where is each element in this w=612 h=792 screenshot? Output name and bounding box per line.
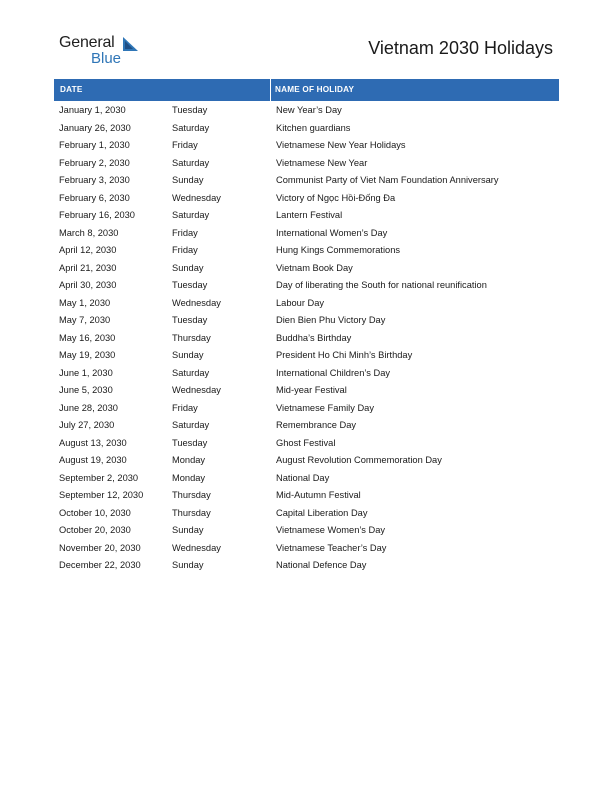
table-row <box>54 120 559 138</box>
holiday-date: May 1, 2030 <box>59 297 111 308</box>
logo-text-general: General <box>59 34 115 51</box>
holiday-weekday: Monday <box>172 472 206 483</box>
holiday-date: February 2, 2030 <box>59 157 130 168</box>
table-row <box>54 277 559 295</box>
holiday-date: February 3, 2030 <box>59 175 130 185</box>
holiday-name: Labour Day <box>276 297 325 308</box>
table-row <box>54 137 559 155</box>
table-row <box>54 172 559 190</box>
table-row <box>54 470 559 488</box>
table-row <box>54 207 559 225</box>
table-row <box>54 190 559 208</box>
table-row <box>54 312 559 330</box>
holiday-date: May 16, 2030 <box>59 332 116 343</box>
table-row <box>54 295 559 313</box>
holiday-weekday: Saturday <box>172 420 210 430</box>
holiday-date: February 6, 2030 <box>59 192 130 203</box>
holiday-weekday: Wednesday <box>172 192 221 203</box>
holiday-name: Vietnamese Women’s Day <box>276 525 386 535</box>
holiday-date: February 16, 2030 <box>59 210 135 220</box>
holiday-weekday: Friday <box>172 402 198 413</box>
holiday-date: April 12, 2030 <box>59 245 117 255</box>
table-body <box>54 102 559 575</box>
holiday-weekday: Tuesday <box>172 437 208 448</box>
holiday-weekday: Friday <box>172 140 198 150</box>
table-row <box>54 417 559 435</box>
holiday-date: September 12, 2030 <box>59 490 144 500</box>
holiday-weekday: Thursday <box>172 507 211 518</box>
holiday-weekday: Sunday <box>172 350 204 360</box>
table-row <box>54 522 559 540</box>
holiday-weekday: Tuesday <box>172 105 208 115</box>
holiday-name: International Children’s Day <box>276 367 391 378</box>
header-date: DATE <box>60 85 83 94</box>
holiday-name: National Day <box>276 472 330 483</box>
holiday-weekday: Thursday <box>172 332 211 343</box>
holiday-name: Capital Liberation Day <box>276 507 368 518</box>
holiday-date: July 27, 2030 <box>59 420 115 430</box>
holiday-name: International Women’s Day <box>276 227 388 238</box>
table-row <box>54 452 559 470</box>
holiday-name: Mid-Autumn Festival <box>276 490 361 500</box>
table-row <box>54 155 559 173</box>
table-row <box>54 225 559 243</box>
holiday-date: April 30, 2030 <box>59 280 117 290</box>
holiday-weekday: Saturday <box>172 210 210 220</box>
holiday-weekday: Friday <box>172 227 198 238</box>
table-row <box>54 400 559 418</box>
table-row <box>54 382 559 400</box>
holiday-name: National Defence Day <box>276 560 367 570</box>
holiday-weekday: Tuesday <box>172 280 208 290</box>
holiday-name: Remembrance Day <box>276 420 357 430</box>
header-divider <box>270 79 271 101</box>
holiday-weekday: Wednesday <box>172 385 221 395</box>
holiday-weekday: Thursday <box>172 490 211 500</box>
holiday-date: March 8, 2030 <box>59 227 119 238</box>
holiday-name: Vietnamese Teacher’s Day <box>276 542 387 553</box>
holiday-name: August Revolution Commemoration Day <box>276 455 442 465</box>
holiday-name: Mid-year Festival <box>276 385 347 395</box>
holiday-name: Victory of Ngọc Hồi-Đống Đa <box>276 192 396 203</box>
holiday-name: Vietnamese Family Day <box>276 402 374 413</box>
holiday-date: August 13, 2030 <box>59 437 127 448</box>
holiday-date: December 22, 2030 <box>59 560 141 570</box>
holiday-date: August 19, 2030 <box>59 455 127 465</box>
holiday-name: Day of liberating the South for national reunification <box>276 280 487 290</box>
holiday-weekday: Sunday <box>172 262 204 273</box>
holiday-date: October 10, 2030 <box>59 507 131 518</box>
table-row <box>54 505 559 523</box>
holiday-name: Buddha’s Birthday <box>276 332 352 343</box>
holiday-date: June 1, 2030 <box>59 367 113 378</box>
holiday-weekday: Wednesday <box>172 542 221 553</box>
holiday-weekday: Saturday <box>172 157 210 168</box>
holiday-date: January 1, 2030 <box>59 105 126 115</box>
holiday-date: November 20, 2030 <box>59 542 141 553</box>
holiday-weekday: Friday <box>172 245 198 255</box>
holiday-weekday: Sunday <box>172 560 204 570</box>
holiday-weekday: Monday <box>172 455 206 465</box>
holiday-date: April 21, 2030 <box>59 262 117 273</box>
holiday-name: New Year’s Day <box>276 105 342 115</box>
holiday-name: Vietnamese New Year Holidays <box>276 140 406 150</box>
table-row <box>54 260 559 278</box>
holiday-name: President Ho Chi Minh’s Birthday <box>276 350 413 360</box>
holiday-weekday: Sunday <box>172 175 204 185</box>
holiday-date: September 2, 2030 <box>59 472 139 483</box>
table-row <box>54 540 559 558</box>
generalblue-logo <box>59 34 149 68</box>
holiday-date: June 28, 2030 <box>59 402 118 413</box>
holiday-name: Lantern Festival <box>276 210 343 220</box>
holiday-name: Dien Bien Phu Victory Day <box>276 315 386 325</box>
table-row <box>54 347 559 365</box>
holiday-name: Vietnamese New Year <box>276 157 368 168</box>
holiday-date: May 7, 2030 <box>59 315 111 325</box>
logo-text-blue: Blue <box>91 50 122 67</box>
holiday-weekday: Sunday <box>172 525 204 535</box>
holiday-date: January 26, 2030 <box>59 122 131 133</box>
holiday-date: May 19, 2030 <box>59 350 116 360</box>
holiday-name: Communist Party of Viet Nam Foundation Anniversary <box>276 175 499 185</box>
logo-triangle-icon <box>123 37 139 53</box>
holiday-weekday: Saturday <box>172 122 210 133</box>
holiday-name: Ghost Festival <box>276 437 336 448</box>
table-row <box>54 557 559 575</box>
table-row <box>54 330 559 348</box>
holiday-name: Hung Kings Commemorations <box>276 245 401 255</box>
holiday-weekday: Tuesday <box>172 315 208 325</box>
page-title: Vietnam 2030 Holidays <box>368 38 553 58</box>
holiday-date: February 1, 2030 <box>59 140 130 150</box>
table-row <box>54 365 559 383</box>
holiday-date: October 20, 2030 <box>59 525 131 535</box>
header-holiday-name: NAME OF HOLIDAY <box>275 85 355 94</box>
table-row <box>54 242 559 260</box>
table-row <box>54 487 559 505</box>
holiday-name: Vietnam Book Day <box>276 262 353 273</box>
holiday-date: June 5, 2030 <box>59 385 113 395</box>
table-row <box>54 102 559 120</box>
holiday-name: Kitchen guardians <box>276 122 351 133</box>
holiday-table <box>54 79 559 575</box>
table-row <box>54 435 559 453</box>
holiday-weekday: Wednesday <box>172 297 221 308</box>
table-header <box>54 79 559 101</box>
holiday-weekday: Saturday <box>172 367 210 378</box>
